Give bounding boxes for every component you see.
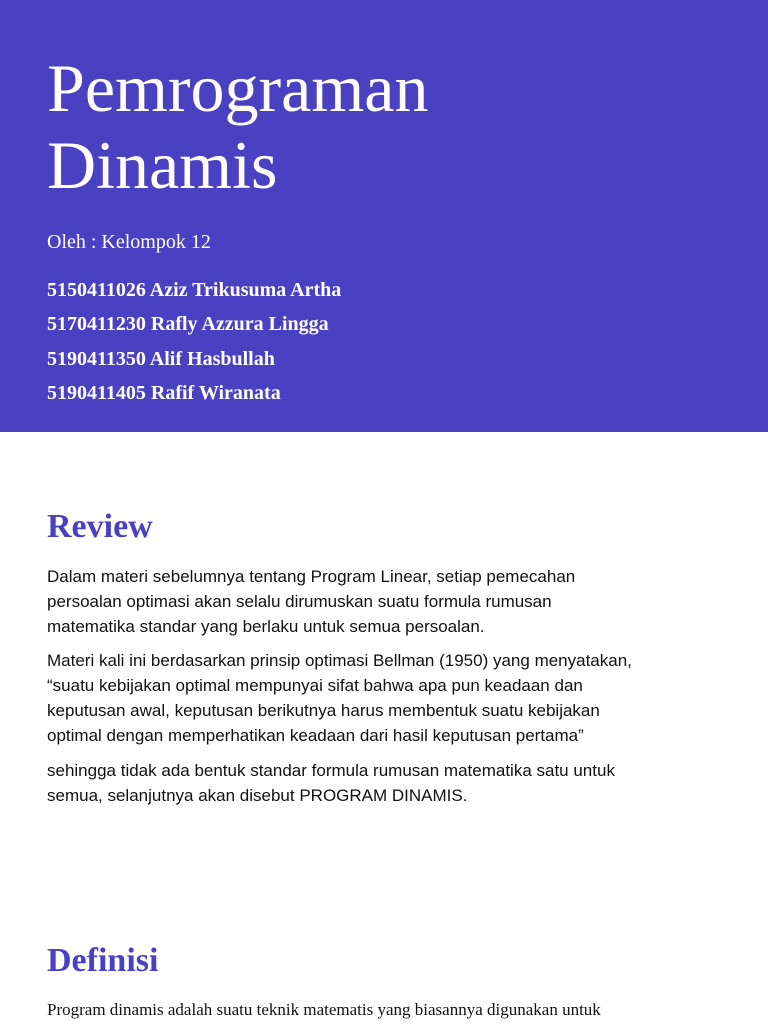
review-paragraph-2 bbox=[47, 648, 737, 748]
text-line: Dalam materi sebelumnya tentang Program Linear, setiap pemecahan bbox=[47, 567, 576, 586]
group-subtitle: Oleh : Kelompok 12 bbox=[47, 231, 211, 253]
review-paragraph-1 bbox=[47, 564, 737, 639]
member-3: 5190411350 Alif Hasbullah bbox=[47, 348, 275, 370]
text-line: sehingga tidak ada bentuk standar formula rumusan matematika satu untuk bbox=[47, 761, 615, 780]
member-1: 5150411026 Aziz Trikusuma Artha bbox=[47, 279, 342, 301]
text-line: matematika standar yang berlaku untuk semua persoalan. bbox=[47, 617, 485, 636]
text-line: persoalan optimasi akan selalu dirumuskan suatu formula rumusan bbox=[47, 592, 552, 611]
text-line: semua, selanjutnya akan disebut PROGRAM DINAMIS. bbox=[47, 786, 468, 805]
member-2: 5170411230 Rafly Azzura Lingga bbox=[47, 313, 329, 335]
text-line: Materi kali ini berdasarkan prinsip optimasi Bellman (1950) yang menyatakan, bbox=[47, 651, 632, 670]
title-banner bbox=[0, 0, 768, 432]
text-line: keputusan awal, keputusan berikutnya harus membentuk suatu kebijakan bbox=[47, 701, 600, 720]
member-4: 5190411405 Rafif Wiranata bbox=[47, 382, 281, 404]
review-paragraph-3 bbox=[47, 758, 737, 808]
definisi-paragraph: Program dinamis adalah suatu teknik matematis yang biasannya digunakan untuk bbox=[47, 1000, 601, 1019]
text-line: “suatu kebijakan optimal mempunyai sifat bahwa apa pun keadaan dan bbox=[47, 676, 583, 695]
definisi-heading: Definisi bbox=[47, 942, 159, 979]
document-title-line-2: Dinamis bbox=[47, 127, 278, 203]
text-line: optimal dengan memperhatikan keadaan dari hasil keputusan pertama” bbox=[47, 726, 584, 745]
review-heading: Review bbox=[47, 508, 153, 545]
document-title-line-1: Pemrograman bbox=[47, 50, 429, 126]
